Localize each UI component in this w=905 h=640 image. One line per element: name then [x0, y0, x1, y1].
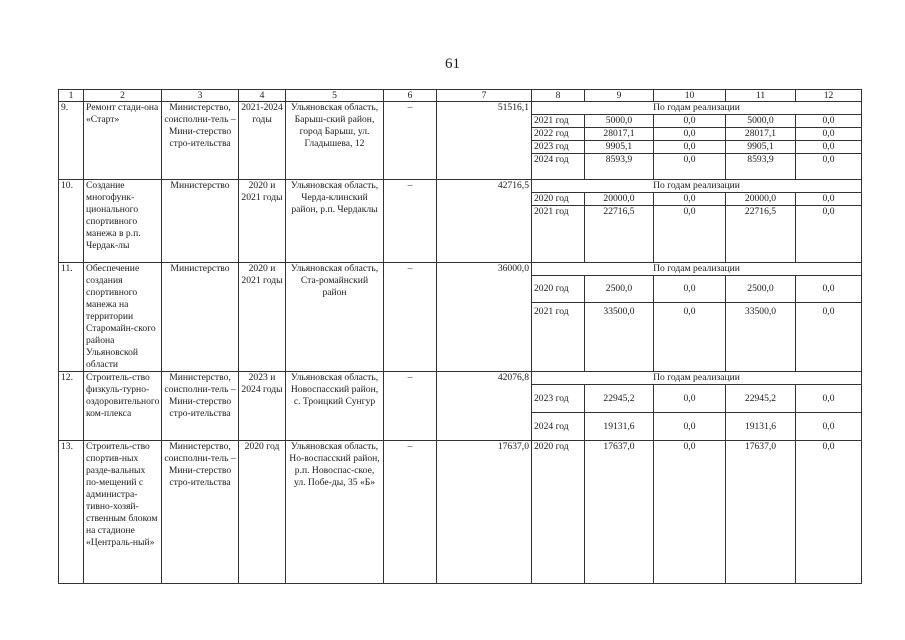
amount: 0,0: [796, 154, 862, 180]
period: 2021-2024 годы: [239, 102, 286, 180]
row-number: 9.: [59, 102, 84, 180]
col-header: 8: [532, 90, 585, 102]
table-row: [59, 372, 862, 385]
amount: 0,0: [796, 441, 862, 584]
executor: Министерство, соисполни-тель – Мини-стерство стро-ительства: [162, 102, 239, 180]
amount: 0,0: [654, 206, 726, 263]
location: Ульяновская область, Черда-клинский район, р.п. Чердаклы: [286, 180, 384, 263]
amount: 0,0: [796, 206, 862, 263]
row-number: 11.: [59, 263, 84, 372]
amount: 17637,0: [726, 441, 796, 584]
amount: 22716,5: [726, 206, 796, 263]
period: 2020 и 2021 годы: [239, 180, 286, 263]
amount: 0,0: [796, 193, 862, 206]
amount: 0,0: [654, 193, 726, 206]
amount: 0,0: [796, 115, 862, 128]
amount: 17637,0: [585, 441, 654, 584]
col6-value: –: [384, 263, 437, 372]
amount: 22945,2: [726, 385, 796, 413]
object-name: Ремонт стади-она «Старт»: [84, 102, 162, 180]
period: 2020 и 2021 годы: [239, 263, 286, 372]
executor: Министерство, соисполни-тель – Мини-стерство стро-ительства: [162, 441, 239, 584]
amount: 0,0: [654, 441, 726, 584]
period: 2023 и 2024 годы: [239, 372, 286, 441]
total-cost: 42076,8: [437, 372, 532, 441]
amount: 0,0: [654, 413, 726, 441]
table-row: [59, 102, 862, 115]
amount: 0,0: [796, 276, 862, 303]
amount: 0,0: [796, 128, 862, 141]
row-number: 12.: [59, 372, 84, 441]
amount: 0,0: [796, 413, 862, 441]
year: 2020 год: [532, 276, 585, 303]
amount: 33500,0: [726, 303, 796, 372]
by-years-label: По годам реализации: [532, 102, 862, 115]
amount: 2500,0: [726, 276, 796, 303]
year: 2021 год: [532, 303, 585, 372]
amount: 0,0: [654, 385, 726, 413]
year: 2021 год: [532, 115, 585, 128]
location: Ульяновская область, Но-воспасский район, р.п. Новоспас-ское, ул. Побе-ды, 35 «Б»: [286, 441, 384, 584]
col-header: 10: [654, 90, 726, 102]
amount: 28017,1: [585, 128, 654, 141]
col6-value: –: [384, 372, 437, 441]
object-name: Строитель-ство физкуль-турно-оздоровительного ком-плекса: [84, 372, 162, 441]
table-row: [59, 263, 862, 276]
year: 2020 год: [532, 193, 585, 206]
page-number: 61: [445, 56, 460, 72]
by-years-label: По годам реализации: [532, 372, 862, 385]
amount: 5000,0: [585, 115, 654, 128]
amount: 0,0: [654, 128, 726, 141]
col6-value: –: [384, 102, 437, 180]
col-header: 12: [796, 90, 862, 102]
col-header: 2: [84, 90, 162, 102]
amount: 0,0: [654, 154, 726, 180]
year: 2021 год: [532, 206, 585, 263]
year: 2023 год: [532, 385, 585, 413]
amount: 0,0: [796, 141, 862, 154]
location: Ульяновская область, Ста-ромайнский район: [286, 263, 384, 372]
column-numbers-row: [59, 90, 862, 102]
executor: Министерство: [162, 263, 239, 372]
table-row: [59, 441, 862, 584]
amount: 9905,1: [726, 141, 796, 154]
program-table: [58, 89, 862, 584]
amount: 0,0: [654, 303, 726, 372]
year: 2023 год: [532, 141, 585, 154]
col-header: 3: [162, 90, 239, 102]
amount: 8593,9: [585, 154, 654, 180]
year: 2024 год: [532, 413, 585, 441]
amount: 28017,1: [726, 128, 796, 141]
period: 2020 год: [239, 441, 286, 584]
total-cost: 51516,1: [437, 102, 532, 180]
year: 2024 год: [532, 154, 585, 180]
col-header: 11: [726, 90, 796, 102]
total-cost: 42716,5: [437, 180, 532, 263]
object-name: Создание многофунк-ционального спортивного манежа в р.п. Чердак-лы: [84, 180, 162, 263]
col-header: 9: [585, 90, 654, 102]
amount: 0,0: [796, 385, 862, 413]
col-header: 5: [286, 90, 384, 102]
amount: 22945,2: [585, 385, 654, 413]
col-header: 6: [384, 90, 437, 102]
col-header: 1: [59, 90, 84, 102]
amount: 5000,0: [726, 115, 796, 128]
amount: 0,0: [796, 303, 862, 372]
amount: 19131,6: [726, 413, 796, 441]
col6-value: –: [384, 180, 437, 263]
amount: 20000,0: [726, 193, 796, 206]
col6-value: –: [384, 441, 437, 584]
total-cost: 17637,0: [437, 441, 532, 584]
amount: 19131,6: [585, 413, 654, 441]
amount: 33500,0: [585, 303, 654, 372]
location: Ульяновская область, Барыш-ский район, город Барыш, ул. Гладышева, 12: [286, 102, 384, 180]
by-years-label: По годам реализации: [532, 180, 862, 193]
col-header: 4: [239, 90, 286, 102]
amount: 9905,1: [585, 141, 654, 154]
amount: 20000,0: [585, 193, 654, 206]
year: 2022 год: [532, 128, 585, 141]
amount: 0,0: [654, 141, 726, 154]
executor: Министерство: [162, 180, 239, 263]
executor: Министерство, соисполни-тель – Мини-стерство стро-ительства: [162, 372, 239, 441]
col-header: 7: [437, 90, 532, 102]
amount: 0,0: [654, 276, 726, 303]
amount: 2500,0: [585, 276, 654, 303]
row-number: 10.: [59, 180, 84, 263]
object-name: Обеспечение создания спортивного манежа на территории Старомайн-ского района Ульяновской области: [84, 263, 162, 372]
year: 2020 год: [532, 441, 585, 584]
location: Ульяновская область, Новоспасский район, с. Троицкий Сунгур: [286, 372, 384, 441]
object-name: Строитель-ство спортив-ных разде-вальных по-мещений с администра-тивно-хозяй-ственным блоком на стадионе «Централь-ный»: [84, 441, 162, 584]
amount: 8593,9: [726, 154, 796, 180]
amount: 22716,5: [585, 206, 654, 263]
total-cost: 36000,0: [437, 263, 532, 372]
row-number: 13.: [59, 441, 84, 584]
table-row: [59, 180, 862, 193]
by-years-label: По годам реализации: [532, 263, 862, 276]
amount: 0,0: [654, 115, 726, 128]
